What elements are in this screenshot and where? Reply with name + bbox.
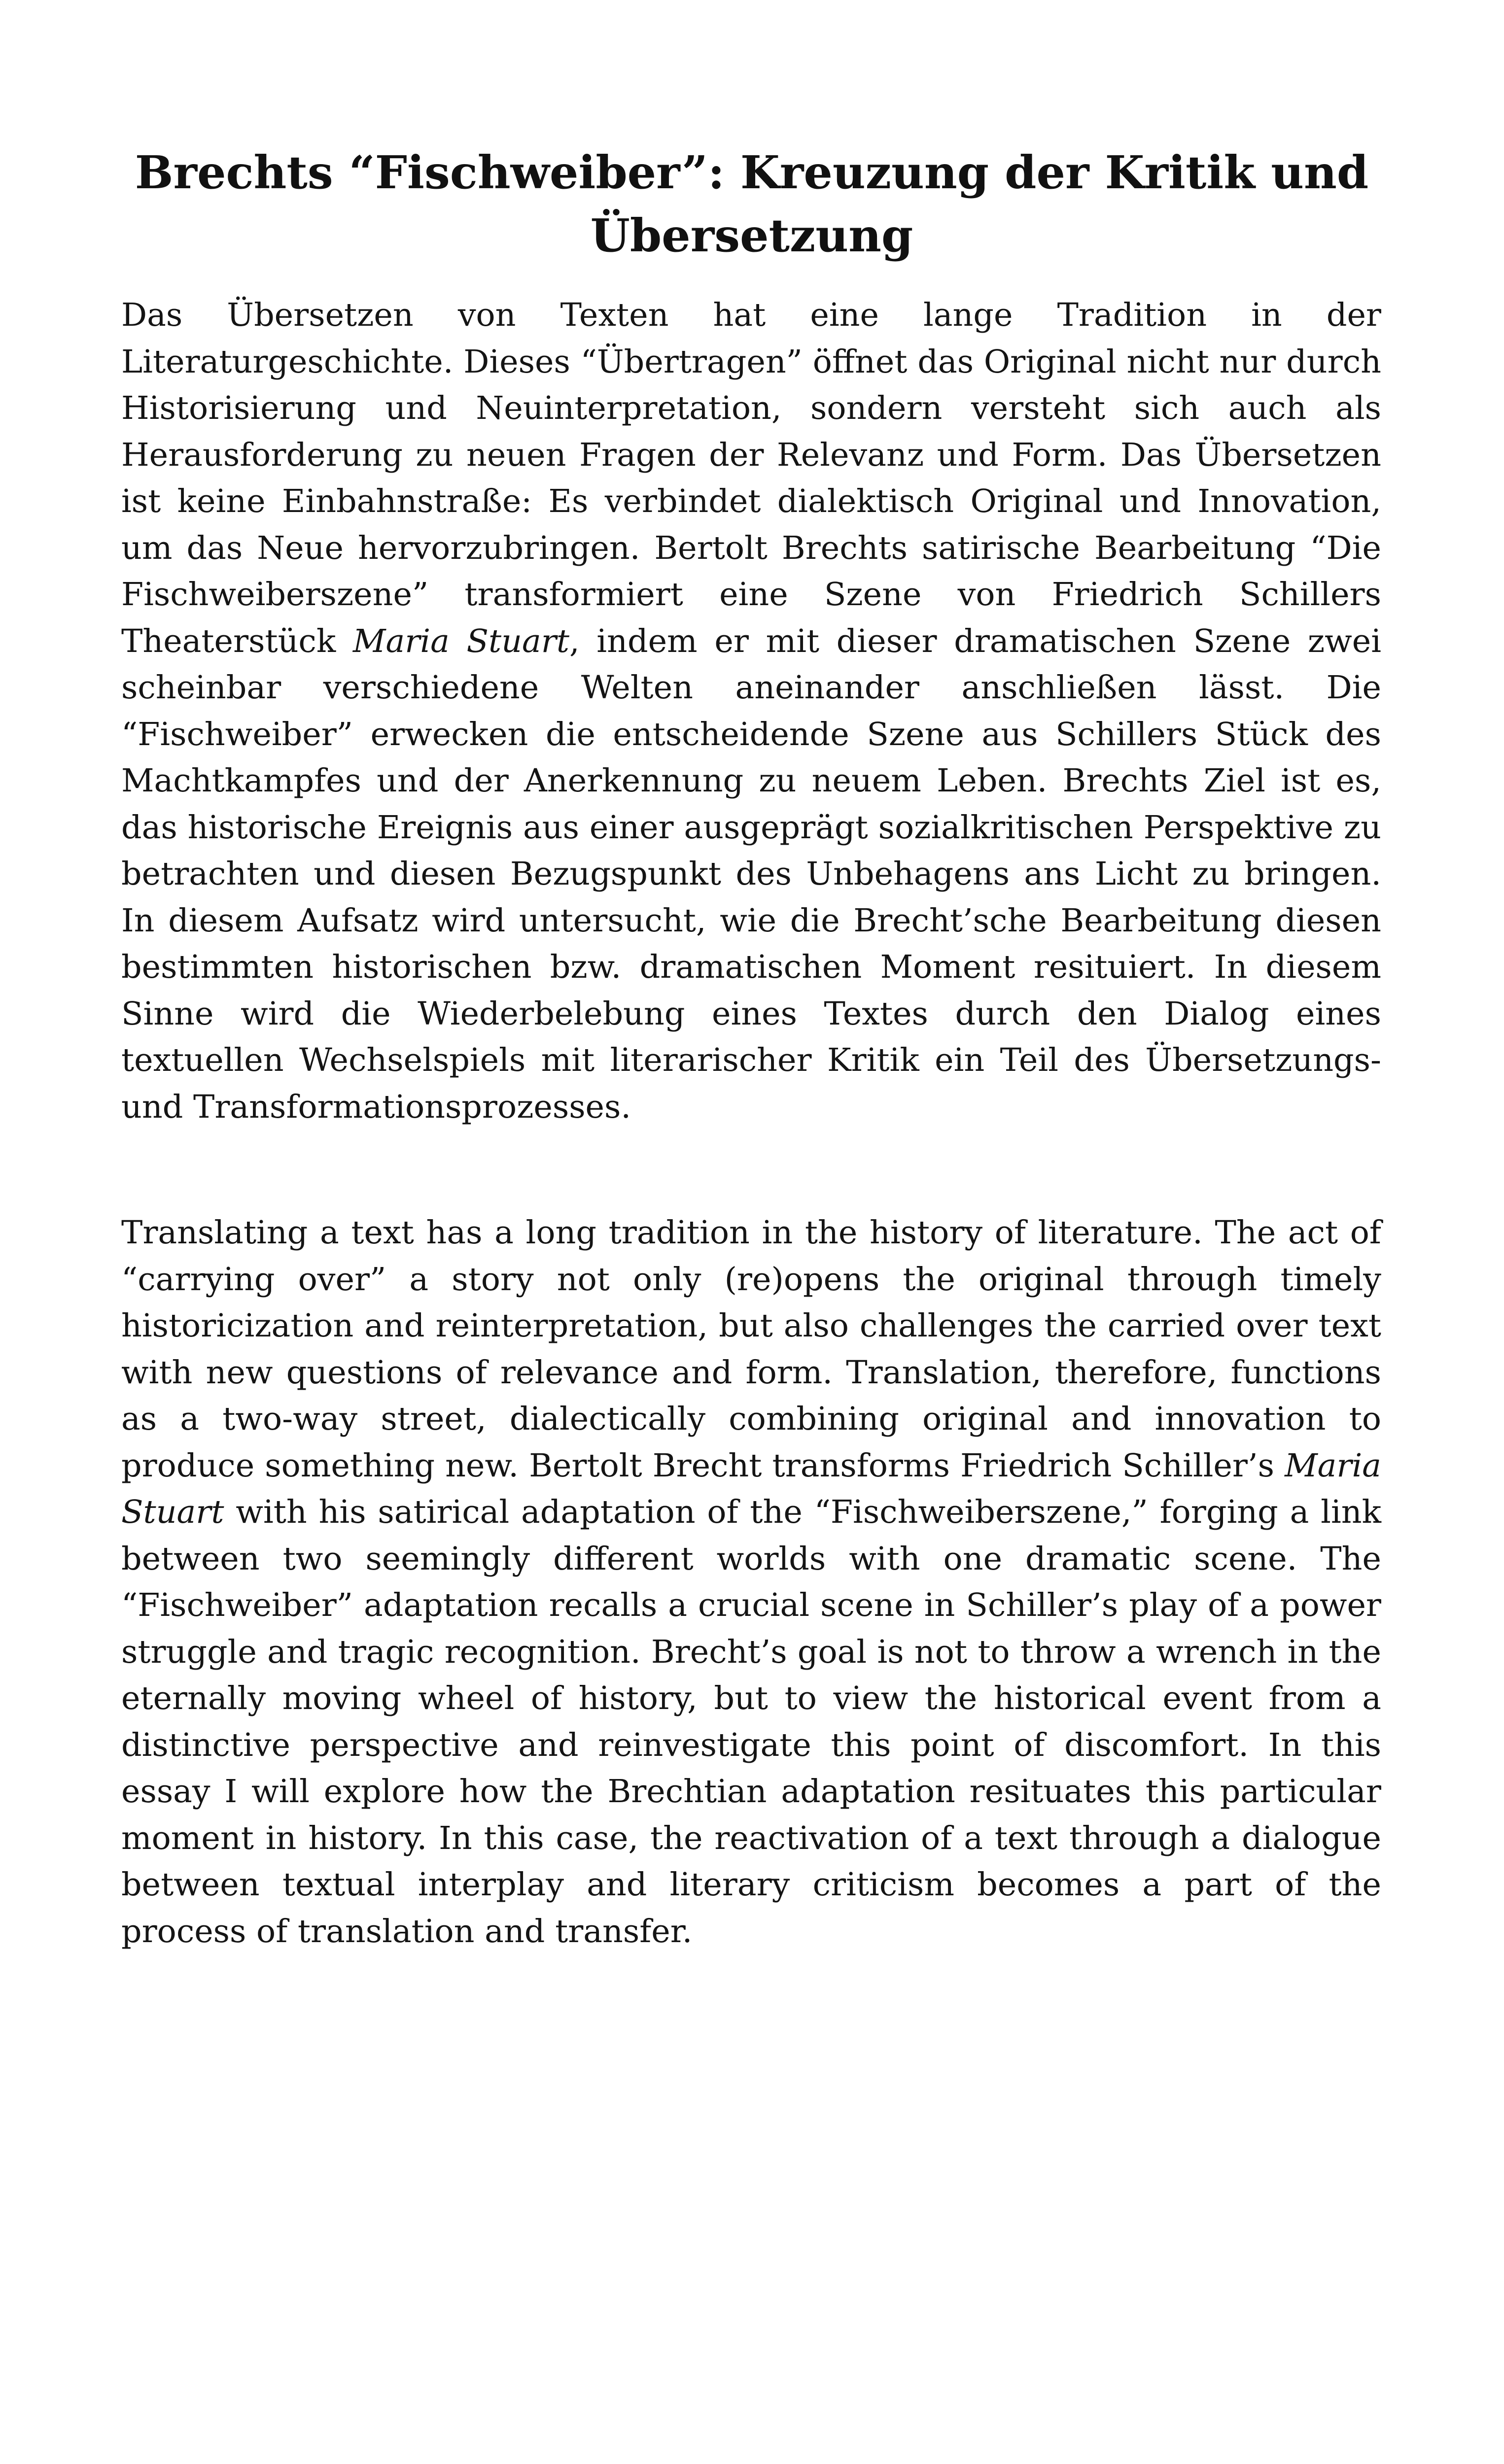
abstract-english-text-1: Translating a text has a long tradition in the history of literature. The act of “carrying over” a story not only (re)opens the original through timely historicization and reinterpretation, but also challenges the carried over text with new questions of relevance and form. Translation, therefore, functions as a two-way street, dialectically combining original and innovation to produce something new. Bertolt Brecht transforms Friedrich Schiller’s (121, 1214, 1381, 1484)
abstract-german-text-2: , indem er mit dieser dramatischen Szene zwei scheinbar verschiedene Welten aneinander anschließen lässt. Die “Fischweiber” erwecken die entscheidende Szene aus Schillers Stück des Machtkampfes und der Anerkennung zu neuem Leben. Brechts Ziel ist es, das historische Ereignis aus einer ausgeprägt sozialkritischen Perspektive zu betrachten und diesen Bezugspunkt des Unbehagens ans Licht zu bringen. In diesem Aufsatz wird untersucht, wie die Brecht’sche Bearbeitung diesen bestimmten historischen bzw. dramatischen Moment resituiert. In diesem Sinne wird die Wiederbelebung eines Textes durch den Dialog eines textuellen Wechselspiels mit literarischer Kritik ein Teil des Übersetzungs- und Transformationsprozesses. (121, 622, 1381, 1126)
abstract-german-text-1: Das Übersetzen von Texten hat eine lange Tradition in der Literaturgeschichte. Dieses “Übertragen” öffnet das Original nicht nur durch Historisierung und Neuinterpretation, sondern versteht sich auch als Herausforderung zu neuen Fragen der Relevanz und Form. Das Übersetzen ist keine Einbahnstraße: Es verbindet dialektisch Original und Innovation, um das Neue hervorzubringen. Bertolt Brechts satirische Bearbeitung “Die Fischweiberszene” transformiert eine Szene von Friedrich Schillers Theaterstück (121, 297, 1381, 660)
abstract-german-work-title: Maria Stuart (352, 622, 569, 660)
abstract-english (121, 1210, 1381, 1955)
abstract-german (121, 292, 1381, 1130)
abstract-english-text-2: with his satirical adaptation of the “Fischweiberszene,” forging a link between two seemingly different worlds with one dramatic scene. The “Fischweiber” adaptation recalls a crucial scene in Schiller’s play of a power struggle and tragic recognition. Brecht’s goal is not to throw a wrench in the eternally moving wheel of history, but to view the historical event from a distinctive perspective and reinvestigate this point of discomfort. In this essay I will explore how the Brechtian adaptation resituates this particular moment in history. In this case, the reactivation of a text through a dialogue between textual interplay and literary criticism becomes a part of the process of translation and transfer. (121, 1494, 1381, 1950)
page-title: Brechts “Fischweiber”: Kreuzung der Kritik und Übersetzung (135, 146, 1369, 262)
abstract-english-work-title: Maria Stuart (121, 1447, 1381, 1531)
